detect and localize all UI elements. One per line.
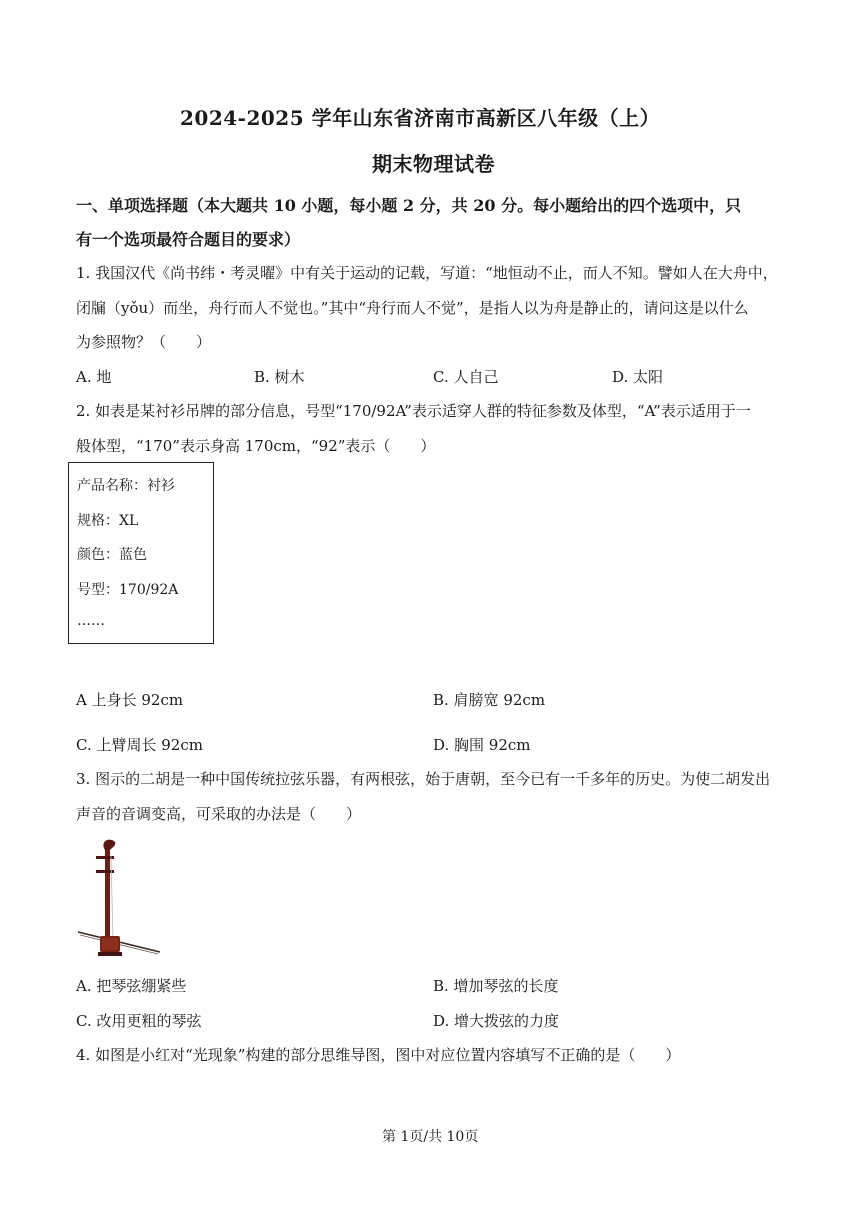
tag-product-name: 产品名称：衬衫	[77, 478, 175, 494]
tag-color: 颜色：蓝色	[77, 547, 147, 563]
tag-size: 规格：XL	[77, 513, 139, 529]
question-2-line1: 2. 如表是某衬衫吊牌的部分信息，号型“170/92A”表示适穿人群的特征参数及体型，“A”表示适用于一	[76, 402, 751, 420]
question-2-line2: 般体型，“170”表示身高 170cm，“92”表示（ ）	[76, 437, 436, 455]
q2-option-d: D. 胸围 92cm	[433, 736, 531, 754]
q2-option-a: A 上身长 92cm	[76, 691, 184, 709]
page-number: 第 1页/共 10页	[382, 1129, 479, 1145]
q1-option-b: B. 树木	[254, 368, 305, 386]
question-4-line1: 4. 如图是小红对“光现象”构建的部分思维导图，图中对应位置内容填写不正确的是（ ）	[76, 1046, 681, 1064]
question-3-line1: 3. 图示的二胡是一种中国传统拉弦乐器，有两根弦，始于唐朝，至今已有一千多年的历史。为使二胡发出	[76, 770, 771, 788]
shirt-tag-box	[68, 462, 214, 644]
question-1-line1: 1. 我国汉代《尚书纬・考灵曜》中有关于运动的记载，写道：“地恒动不止，而人不知。譬如人在大舟中，	[76, 264, 778, 282]
q1-option-c: C. 人自己	[433, 368, 499, 386]
q3-option-b: B. 增加琴弦的长度	[433, 977, 559, 995]
section-heading-line2: 有一个选项最符合题目的要求）	[76, 230, 301, 249]
q2-option-c: C. 上臂周长 92cm	[76, 736, 203, 754]
q2-option-b: B. 肩膀宽 92cm	[433, 691, 546, 709]
q3-option-d: D. 增大拨弦的力度	[433, 1012, 560, 1030]
page-title-line1: 2024-2025 学年山东省济南市高新区八年级（上）	[180, 106, 661, 130]
question-1-line2: 闭牖（yǒu）而坐，舟行而人不觉也。”其中“舟行而人不觉”，是指人以为舟是静止的，请问这是以什么	[76, 299, 749, 317]
q3-option-c: C. 改用更粗的琴弦	[76, 1012, 202, 1030]
q3-option-a: A. 把琴弦绷紧些	[76, 977, 187, 995]
q1-option-d: D. 太阳	[612, 368, 664, 386]
section-heading-line1: 一、单项选择题（本大题共 10 小题，每小题 2 分，共 20 分。每小题给出的四个选项中，只	[76, 196, 742, 215]
page-title-line2: 期末物理试卷	[372, 152, 495, 176]
tag-ellipsis: ……	[77, 613, 105, 629]
tag-model: 号型：170/92A	[77, 582, 179, 598]
question-1-line3: 为参照物？（ ）	[76, 333, 212, 351]
erhu-image	[74, 836, 164, 962]
question-3-line2: 声音的音调变高，可采取的办法是（ ）	[76, 805, 362, 823]
q1-option-a: A. 地	[76, 368, 112, 386]
